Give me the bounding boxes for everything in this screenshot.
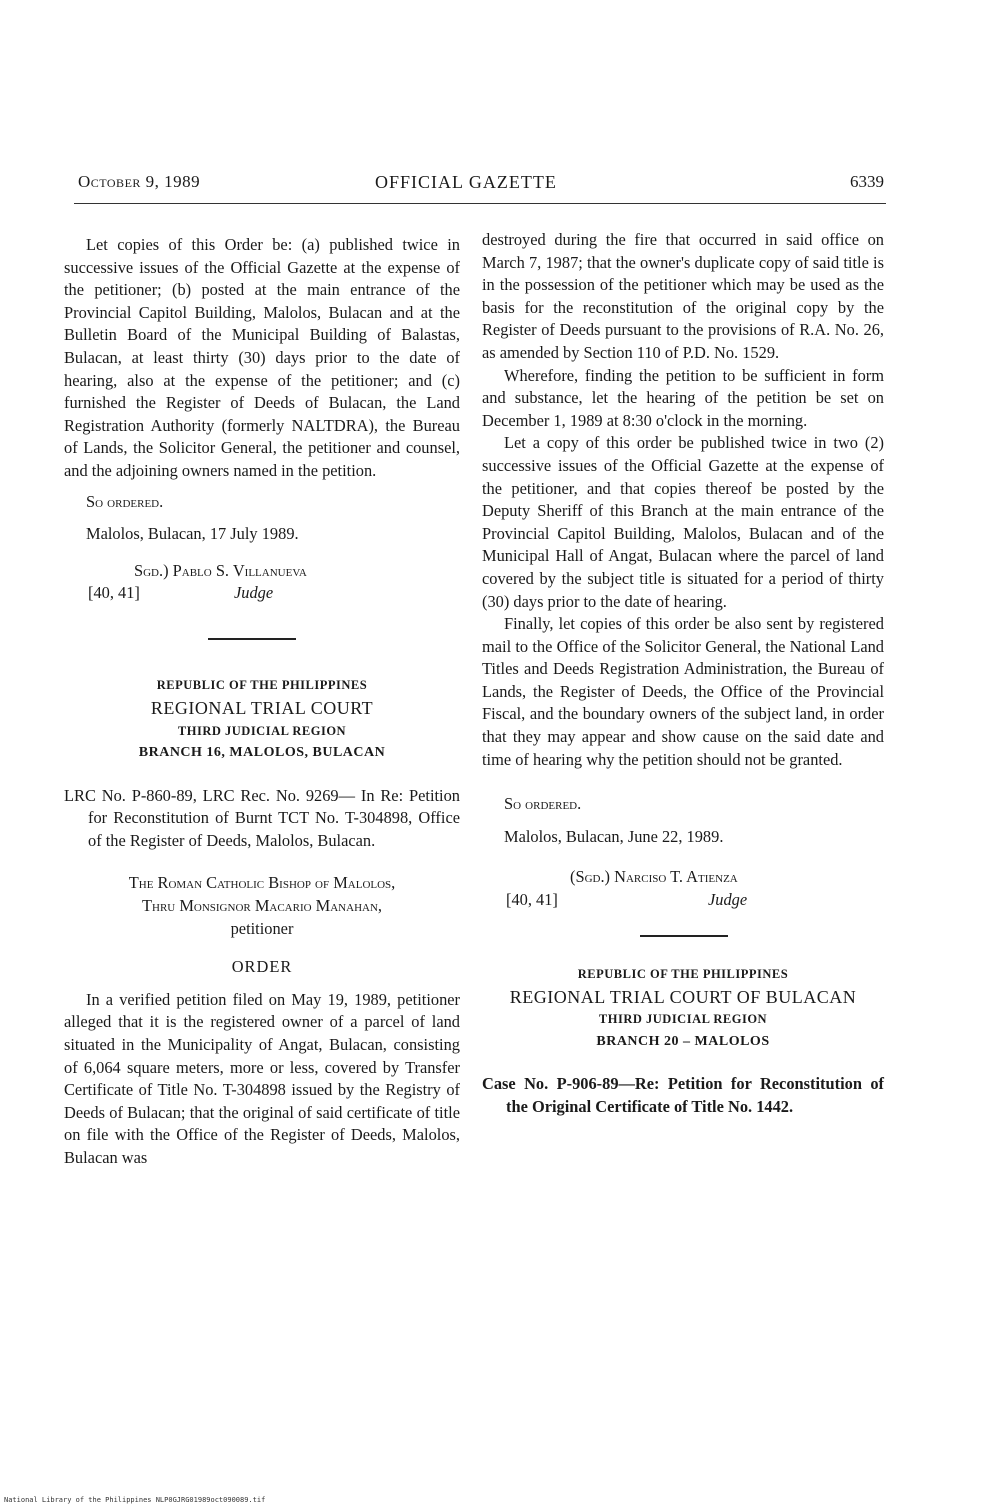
so-ordered-2: So ordered. <box>504 794 582 814</box>
order-body-3: Let a copy of this order be published twice in two (2) successive issues of the Official Gazette at the expense of the petitioner, and that copies thereof be posted by the Deputy Sheriff of this Branch at the main entrance of the Provincial Capitol Building, Malolos, Bulacan and of the Municipal Hall of Angat, Bulacan where the parcel of land covered by the subject title is situated for a period of thirty (30) days prior to the date of hearing. <box>482 433 884 611</box>
petitioner-line-3: petitioner <box>230 918 294 938</box>
court-heading: REGIONAL TRIAL COURT <box>150 697 374 718</box>
so-ordered: So ordered. <box>86 491 164 511</box>
reference: [40, 41] <box>88 583 140 603</box>
reference-2: [40, 41] <box>506 890 558 910</box>
section-divider-2 <box>640 935 728 937</box>
region-heading: THIRD JUDICIAL REGION <box>177 723 347 738</box>
order-body-1-continued: destroyed during the fire that occurred in said office on March 7, 1987; that the owner's duplicate copy of said title is in the possession of the petitioner which may be used as the basis for the reconstitution of the original copy by the Register of Deeds pursuant to the provisions of R.A. No. 26, as amended by Section 110 of P.D. No. 1529. <box>482 230 884 362</box>
order-body-4: Finally, let copies of this order be also sent by registered mail to the Office of the Solicitor General, the National Land Titles and Deeds Registration Administration, the Bureau of Lands, the Register of Deeds, the Office of the Provincial Fiscal, and the boundary owners of the subject land, in order that they may appear and show cause on the said date and time of hearing why the petition should not be granted. <box>482 614 884 769</box>
republic-heading: REPUBLIC OF THE PHILIPPINES <box>156 678 368 693</box>
left-column <box>64 234 460 1170</box>
case-caption-2: Case No. P-906-89—Re: Petition for Reconstitution of the Original Certificate of Title No. 1442. <box>482 1074 884 1116</box>
header-rule <box>74 203 886 204</box>
header-title: OFFICIAL GAZETTE <box>375 172 557 192</box>
court-heading-2: REGIONAL TRIAL COURT OF BULACAN <box>509 986 857 1007</box>
branch-heading-2: BRANCH 20 – MALOLOS <box>596 1033 770 1049</box>
signature-2: (Sgd.) Narciso T. Atienza <box>570 867 738 887</box>
right-column <box>482 229 884 1119</box>
header-page-number: 6339 <box>850 172 884 191</box>
order-body-1: In a verified petition filed on May 19, 1989, petitioner alleged that it is the registered owner of a parcel of land situated in the Municipality of Angat, Bulacan, consisting of 6,064 square meters, more or less, covered by Transfer Certificate of Title No. T-304898 issued by the Registry of Deeds of Bulacan; that the original of said certificate of title on file with the Office of the Register of Deeds, Malolos, Bulacan was <box>64 989 460 1167</box>
signature: Sgd.) Pablo S. Villanueva <box>134 560 307 580</box>
order-body-2: Wherefore, finding the petition to be sufficient in form and substance, let the hearing of the petition be set on December 1, 1989 at 8:30 o'clock in the morning. <box>482 365 884 430</box>
header-date: October 9, 1989 <box>78 172 201 191</box>
signatory-title: Judge <box>234 583 274 603</box>
scan-footer: National Library of the Philippines NLP0GJRG01989oct090089.tif <box>4 1496 266 1504</box>
place-date-2: Malolos, Bulacan, June 22, 1989. <box>504 826 724 846</box>
place-date: Malolos, Bulacan, 17 July 1989. <box>86 524 299 544</box>
republic-heading-2: REPUBLIC OF THE PHILIPPINES <box>577 967 789 982</box>
signature-block <box>64 582 460 604</box>
petitioner-line-2: Thru Monsignor Macario Manahan, <box>141 896 383 916</box>
branch-heading: BRANCH 16, MALOLOS, BULACAN <box>138 745 386 761</box>
signature-block-2 <box>482 889 884 911</box>
order-title: ORDER <box>231 957 293 977</box>
case-caption: LRC No. P-860-89, LRC Rec. No. 9269— In Re: Petition for Reconstitution of Burnt TCT No. T-304898, Office of the Register of Deeds, Malolos, Bulacan. <box>64 785 460 850</box>
petitioner-line-1: The Roman Catholic Bishop of Malolos, <box>128 873 396 893</box>
signatory-title-2: Judge <box>708 890 748 910</box>
order-paragraph: Let copies of this Order be: (a) published twice in successive issues of the Official Gazette at the expense of the petitioner; (b) posted at the main entrance of the Provincial Capitol Building, Malolos, Bulacan and at the Bulletin Board of the Municipal Building of Balastas, Bulacan, at least thirty (30) days prior to the date of hearing, also at the expense of the petitioner; and (c) furnished the Register of Deeds of Bulacan, the Land Registration Authority (formerly NALTDRA), the Bureau of Lands, the Solicitor General, the petitioner and counsel, and the adjoining owners named in the petition. <box>64 235 460 480</box>
region-heading-2: THIRD JUDICIAL REGION <box>598 1012 768 1027</box>
section-divider <box>208 638 296 640</box>
